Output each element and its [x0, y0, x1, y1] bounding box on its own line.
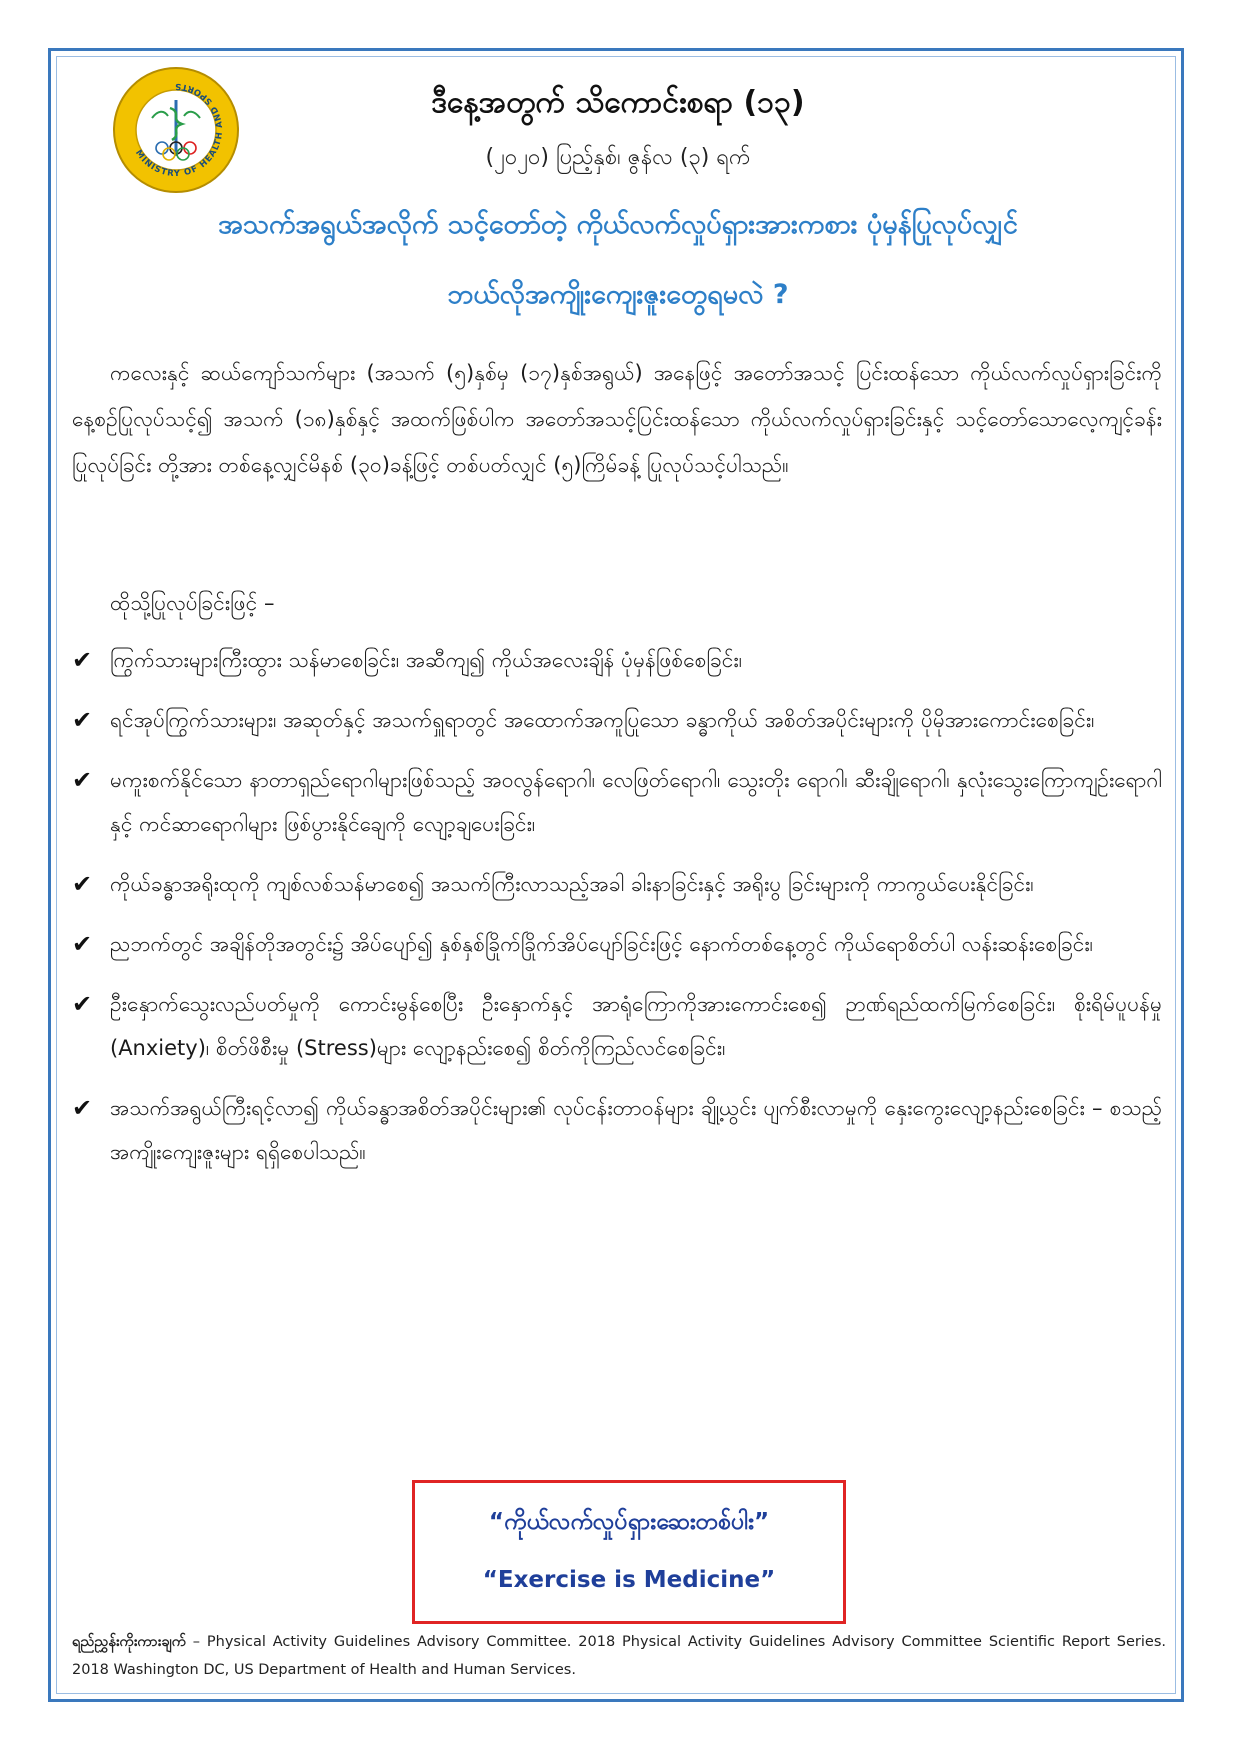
list-item-text: ဦးနှောက်သွေးလည်ပတ်မှုကို ကောင်းမွန်စေပြီး ဦးနှောက်နှင့် အာရုံကြောကိုအားကောင်းစေ၍ ဉာဏ်ရည်ထက်မြက်စေခြင်း၊ စိုးရိမ်ပူပန်မှု (Anxiety)၊ စိတ်ဖိစီးမှု (Stress)များ လျော့နည်းစေ၍ စိတ်ကိုကြည်လင်စေခြင်း၊: [110, 992, 1162, 1060]
lead-text: ထိုသို့ပြုလုပ်ခြင်းဖြင့် –: [110, 591, 275, 615]
logo-text: MINISTRY OF HEALTH AND SPORTS: [133, 80, 226, 180]
slogan-english: “Exercise is Medicine”: [482, 1567, 776, 1593]
benefits-list: [72, 638, 1162, 1190]
heading-line-1: အသက်အရွယ်အလိုက် သင့်တော်တဲ့ ကိုယ်လက်လှုပ်ရှားအားကစား ပုံမှန်ပြုလုပ်လျှင်: [218, 209, 1018, 240]
heading-line-2: ဘယ်လိုအကျိုးကျေးဇူးတွေရမလဲ ?: [447, 279, 789, 310]
list-item: [72, 758, 1162, 846]
list-item: [72, 922, 1162, 966]
list-item: [72, 862, 1162, 906]
list-item: [72, 638, 1162, 682]
check-icon: ✔: [72, 646, 93, 674]
slogan-myanmar: “ကိုယ်လက်လှုပ်ရှားဆေးတစ်ပါး”: [488, 1509, 770, 1535]
check-icon: ✔: [72, 870, 93, 898]
list-item-text: မကူးစက်နိုင်သော နာတာရှည်ရောဂါများဖြစ်သည့် အဝလွန်ရောဂါ၊ လေဖြတ်ရောဂါ၊ သွေးတိုး ရောဂါ၊ ဆီးချိုရောဂါ၊ နှလုံးသွေးကြောကျဉ်းရောဂါနှင့် ကင်ဆာရောဂါများ ဖြစ်ပွားနိုင်ချေကို လျော့ချပေးခြင်း၊: [110, 768, 1162, 836]
reference-note: [72, 1628, 1166, 1684]
reference-text: – Physical Activity Guidelines Advisory Committee. 2018 Physical Activity Guidelines Advisory Committee Scientific Report Series. 2018 Washington DC, US Department of Health and Human Services.: [72, 1634, 1166, 1678]
check-icon: ✔: [72, 706, 93, 734]
list-item-text: ကြွက်သားများကြီးထွား သန်မာစေခြင်း၊ အဆီကျ၍ ကိုယ်အလေးချိန် ပုံမှန်ဖြစ်စေခြင်း၊: [110, 648, 743, 672]
reference-label: ရည်ညွှန်းကိုးကားချက်: [72, 1634, 186, 1650]
list-item-text: ညဘက်တွင် အချိန်တိုအတွင်း၌ အိပ်ပျော်၍ နှစ်နှစ်ခြိုက်ခြိုက်အိပ်ပျော်ခြင်းဖြင့် နောက်တစ်နေ့တွင် ကိုယ်ရောစိတ်ပါ လန်းဆန်းစေခြင်း၊: [110, 932, 1094, 956]
list-item: [72, 982, 1162, 1070]
list-item-text: ရင်အုပ်ကြွက်သားများ၊ အဆုတ်နှင့် အသက်ရှူရာတွင် အထောက်အကူပြုသော ခန္ဓာကိုယ် အစိတ်အပိုင်းများကို ပိုမိုအားကောင်းစေခြင်း၊: [110, 708, 1095, 732]
list-item-text: ကိုယ်ခန္ဓာအရိုးထုကို ကျစ်လစ်သန်မာစေ၍ အသက်ကြီးလာသည့်အခါ ခါးနာခြင်းနှင့် အရိုးပွ ခြင်းများကို ကာကွယ်ပေးနိုင်ခြင်း၊: [110, 872, 1034, 896]
intro-paragraph: ကလေးနှင့် ဆယ်ကျော်သက်များ (အသက် (၅)နှစ်မှ (၁၇)နှစ်အရွယ်) အနေဖြင့် အတော်အသင့် ပြင်းထန်သော ကိုယ်လက်လှုပ်ရှားခြင်းကို နေ့စဉ်ပြုလုပ်သင့်၍ အသက် (၁၈)နှစ်နှင့် အထက်ဖြစ်ပါက အတော်အသင့်ပြင်းထန်သော ကိုယ်လက်လှုပ်ရှားခြင်းနှင့် သင့်တော်သောလေ့ကျင့်ခန်းပြုလုပ်ခြင်း တို့အား တစ်နေ့လျှင်မိနစ် (၃၀)ခန့်ဖြင့် တစ်ပတ်လျှင် (၅)ကြိမ်ခန့် ပြုလုပ်သင့်ပါသည်။: [72, 361, 1162, 477]
check-icon: ✔: [72, 1094, 93, 1122]
page-date: (၂၀၂၀) ပြည့်နှစ်၊ ဇွန်လ (၃) ရက်: [485, 145, 751, 170]
slogan-box: [412, 1480, 846, 1624]
list-item: [72, 698, 1162, 742]
check-icon: ✔: [72, 990, 93, 1018]
check-icon: ✔: [72, 930, 93, 958]
list-item: [72, 1086, 1162, 1174]
page-title: ဒီနေ့အတွက် သိကောင်းစရာ (၁၃): [431, 85, 805, 120]
list-item-text: အသက်အရွယ်ကြီးရင့်လာ၍ ကိုယ်ခန္ဓာအစိတ်အပိုင်းများ၏ လုပ်ငန်းတာဝန်များ ချို့ယွင်း ပျက်စီးလာမှုကို နှေးကွေးလျော့နည်းစေခြင်း – စသည့် အကျိုးကျေးဇူးများ ရရှိစေပါသည်။: [110, 1096, 1162, 1164]
check-icon: ✔: [72, 766, 93, 794]
